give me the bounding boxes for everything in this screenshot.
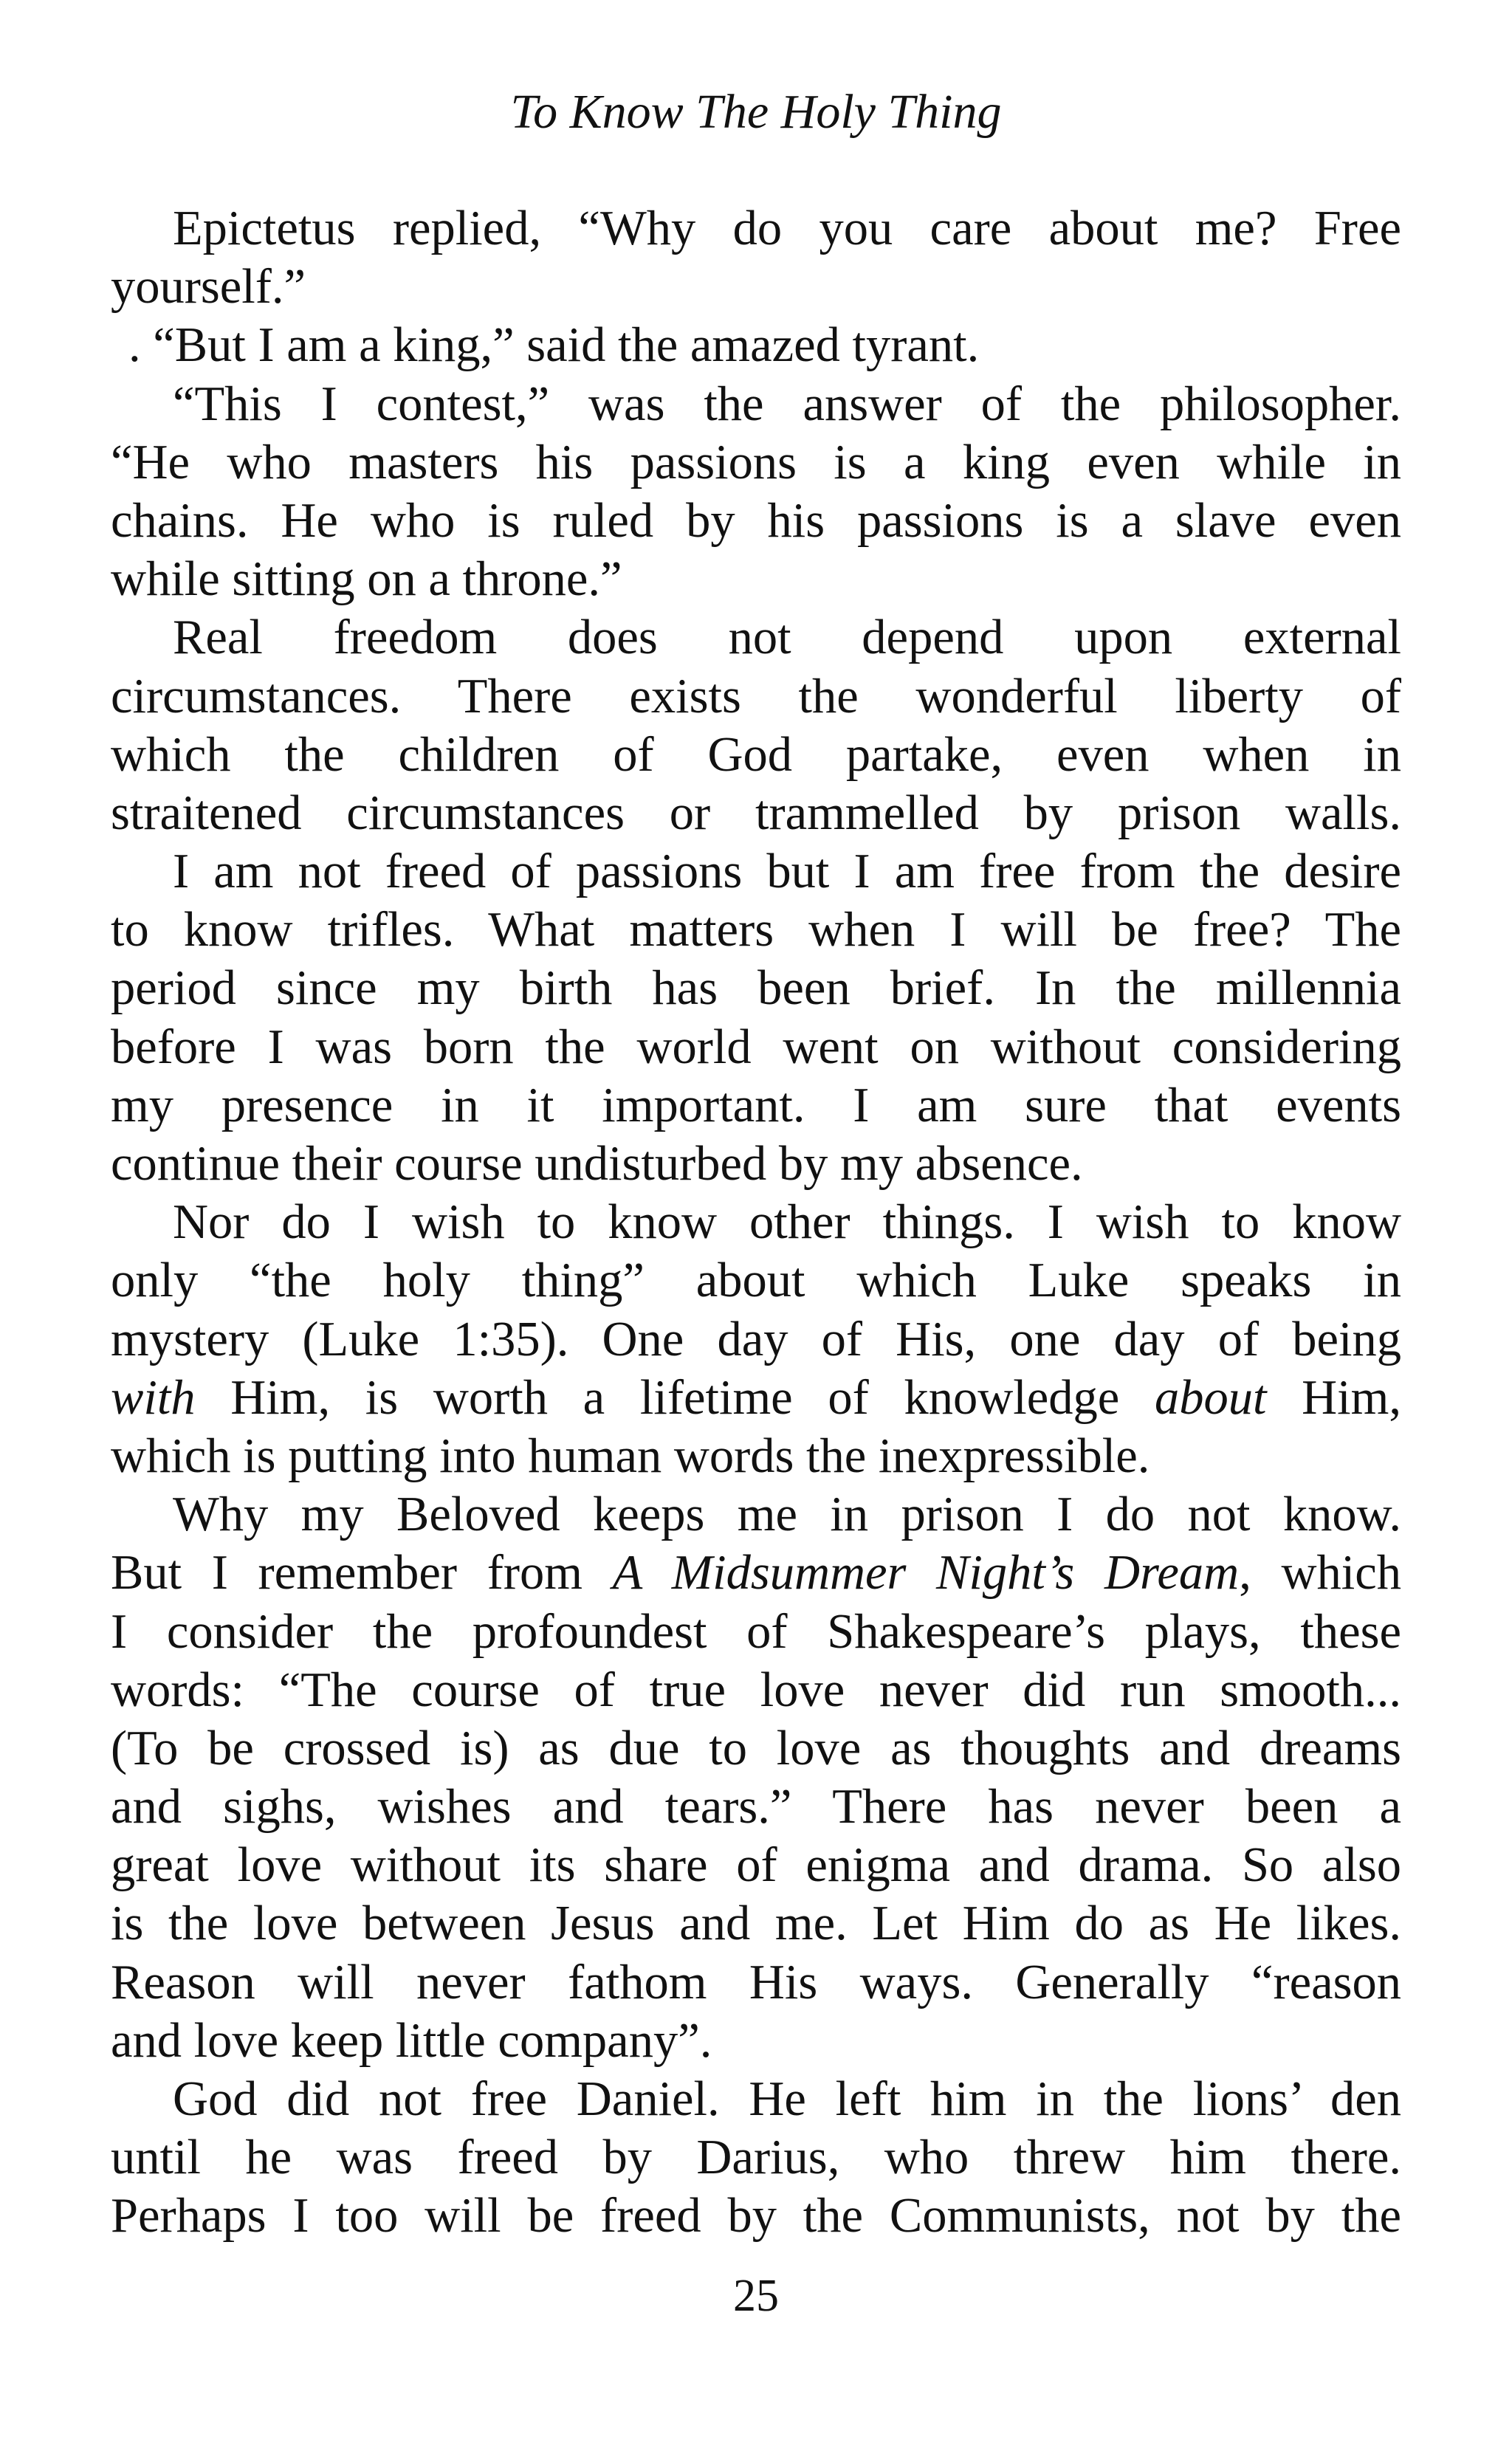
text-line: “He who masters his passions is a king even while in bbox=[111, 435, 1401, 489]
text-segment: But I remember from bbox=[111, 1546, 613, 1600]
text-line: great love without its share of enigma and drama. So also bbox=[111, 1838, 1401, 1893]
text-line: I am not freed of passions but I am free from the desire bbox=[173, 845, 1401, 899]
text-segment: Him, bbox=[1266, 1370, 1401, 1425]
italic-text: about bbox=[1154, 1370, 1267, 1425]
text-line: and love keep little company”. bbox=[111, 2013, 712, 2068]
text-line: straitened circumstances or trammelled by prison walls. bbox=[111, 785, 1401, 840]
text-line: mystery (Luke 1:35). One day of His, one day of being bbox=[111, 1312, 1401, 1366]
text-line: before I was born the world went on without considering bbox=[111, 1019, 1401, 1074]
text-line: only “the holy thing” about which Luke speaks in bbox=[111, 1254, 1401, 1308]
text-line: Reason will never fathom His ways. Generally “reason bbox=[111, 1955, 1401, 2009]
page-number: 25 bbox=[733, 2271, 779, 2321]
text-line: Why my Beloved keeps me in prison I do not know. bbox=[173, 1488, 1401, 1542]
text-line: Epictetus replied, “Why do you care about me? Free bbox=[173, 202, 1401, 255]
text-line: circumstances. There exists the wonderful liberty of bbox=[111, 669, 1401, 723]
text-line: my presence in it important. I am sure that events bbox=[111, 1078, 1401, 1132]
text-line: I consider the profoundest of Shakespeare’s plays, these bbox=[111, 1604, 1401, 1659]
text-line: Nor do I wish to know other things. I wish to know bbox=[173, 1195, 1401, 1250]
text-line bbox=[111, 1369, 1401, 1427]
text-line: words: “The course of true love never did run smooth... bbox=[111, 1662, 1401, 1717]
text-line: continue their course undisturbed by my absence. bbox=[111, 1137, 1083, 1191]
text-line: God did not free Daniel. He left him in the lions’ den bbox=[173, 2072, 1401, 2126]
text-line: yourself.” bbox=[111, 260, 306, 314]
text-line: which the children of God partake, even when in bbox=[111, 727, 1401, 782]
text-segment: , which bbox=[1239, 1546, 1401, 1600]
text-line: . “But I am a king,” said the amazed tyrant. bbox=[128, 318, 980, 373]
text-line: while sitting on a throne.” bbox=[111, 552, 622, 607]
text-line: until he was freed by Darius, who threw him there. bbox=[111, 2131, 1401, 2185]
text-line: is the love between Jesus and me. Let Him do as He likes. bbox=[111, 1896, 1401, 1951]
text-line: period since my birth has been brief. In the millennia bbox=[111, 961, 1401, 1016]
text-line: to know trifles. What matters when I will be free? The bbox=[111, 903, 1401, 957]
text-segment: Him, is worth a lifetime of knowledge bbox=[195, 1370, 1155, 1425]
body-text bbox=[111, 199, 1401, 2246]
text-line: and sighs, wishes and tears.” There has never been a bbox=[111, 1780, 1401, 1834]
italic-text: with bbox=[111, 1370, 196, 1425]
italic-text: A Midsummer Night’s Dream bbox=[612, 1546, 1240, 1600]
text-line bbox=[111, 1544, 1401, 1602]
running-head: To Know The Holy Thing bbox=[510, 85, 1002, 139]
text-line: Perhaps I too will be freed by the Communists, not by the bbox=[111, 2189, 1401, 2243]
text-line: chains. He who is ruled by his passions is a slave even bbox=[111, 493, 1401, 548]
text-line: (To be crossed is) as due to love as thoughts and dreams bbox=[111, 1721, 1401, 1775]
text-line: “This I contest,” was the answer of the philosopher. bbox=[173, 376, 1401, 431]
text-line: Real freedom does not depend upon external bbox=[173, 611, 1401, 665]
text-line: which is putting into human words the inexpressible. bbox=[111, 1428, 1150, 1483]
